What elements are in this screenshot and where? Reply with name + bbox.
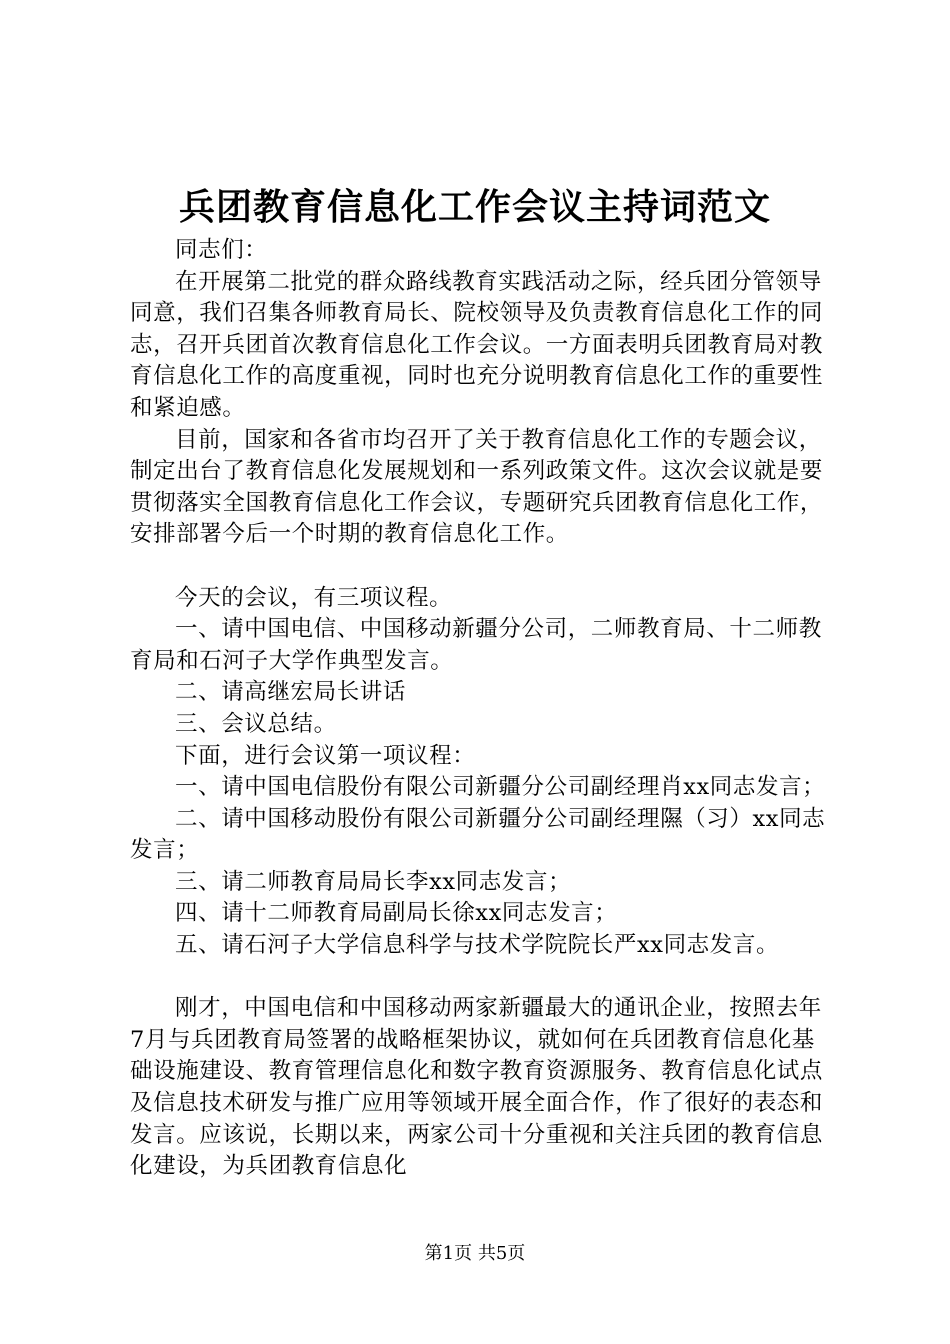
speaker-item-1: 一、请中国电信股份有限公司新疆分公司副经理肖xx同志发言； xyxy=(175,774,826,801)
agenda-item-1: 一、请中国电信、中国移动新疆分公司，二师教育局、十二师教育局和石河子大学作典型发言。 xyxy=(130,616,822,674)
paragraph-intro: 在开展第二批党的群众路线教育实践活动之际，经兵团分管领导同意，我们召集各师教育局长、院校领导及负责教育信息化工作的同志，召开兵团首次教育信息化工作会议。一方面表明兵团教育局对教育信息化工作的高度重视，同时也充分说明教育信息化工作的重要性和紧迫感。 xyxy=(130,268,824,421)
page-number-footer: 第1页 共5页 xyxy=(424,1243,526,1264)
document-body xyxy=(130,235,835,1183)
speaker-item-2: 二、请中国移动股份有限公司新疆分公司副经理隰（习）xx同志发言； xyxy=(130,805,826,864)
paragraph-first-agenda: 下面，进行会议第一项议程： xyxy=(175,742,476,769)
agenda-item-2: 二、请高继宏局长讲话 xyxy=(175,679,407,706)
salutation: 同志们： xyxy=(175,237,268,263)
paragraph-background: 目前，国家和各省市均召开了关于教育信息化工作的专题会议，制定出台了教育信息化发展规划和一系列政策文件。这次会议就是要贯彻落实全国教育信息化工作会议，专题研究兵团教育信息化工作，安排部署今后一个时期的教育信息化工作。 xyxy=(130,426,824,548)
agenda-item-3: 三、会议总结。 xyxy=(175,710,337,737)
paragraph-agenda-intro: 今天的会议，有三项议程。 xyxy=(175,584,453,611)
paragraph-summary: 刚才，中国电信和中国移动两家新疆最大的通讯企业，按照去年7月与兵团教育局签署的战略框架协议，就如何在兵团教育信息化基础设施建设、教育管理信息化和数字教育资源服务、教育信息化试点及信息技术研发与推广应用等领域开展全面合作，作了很好的表态和发言。应该说，长期以来，两家公司十分重视和关注兵团的教育信息化建设，为兵团教育信息化 xyxy=(130,995,824,1180)
document-title: 兵团教育信息化工作会议主持词范文 xyxy=(178,186,771,228)
speaker-item-5: 五、请石河子大学信息科学与技术学院院长严xx同志发言。 xyxy=(175,932,780,959)
speaker-item-4: 四、请十二师教育局副局长徐xx同志发言； xyxy=(175,900,618,927)
speaker-item-3: 三、请二师教育局局长李xx同志发言； xyxy=(175,868,572,895)
